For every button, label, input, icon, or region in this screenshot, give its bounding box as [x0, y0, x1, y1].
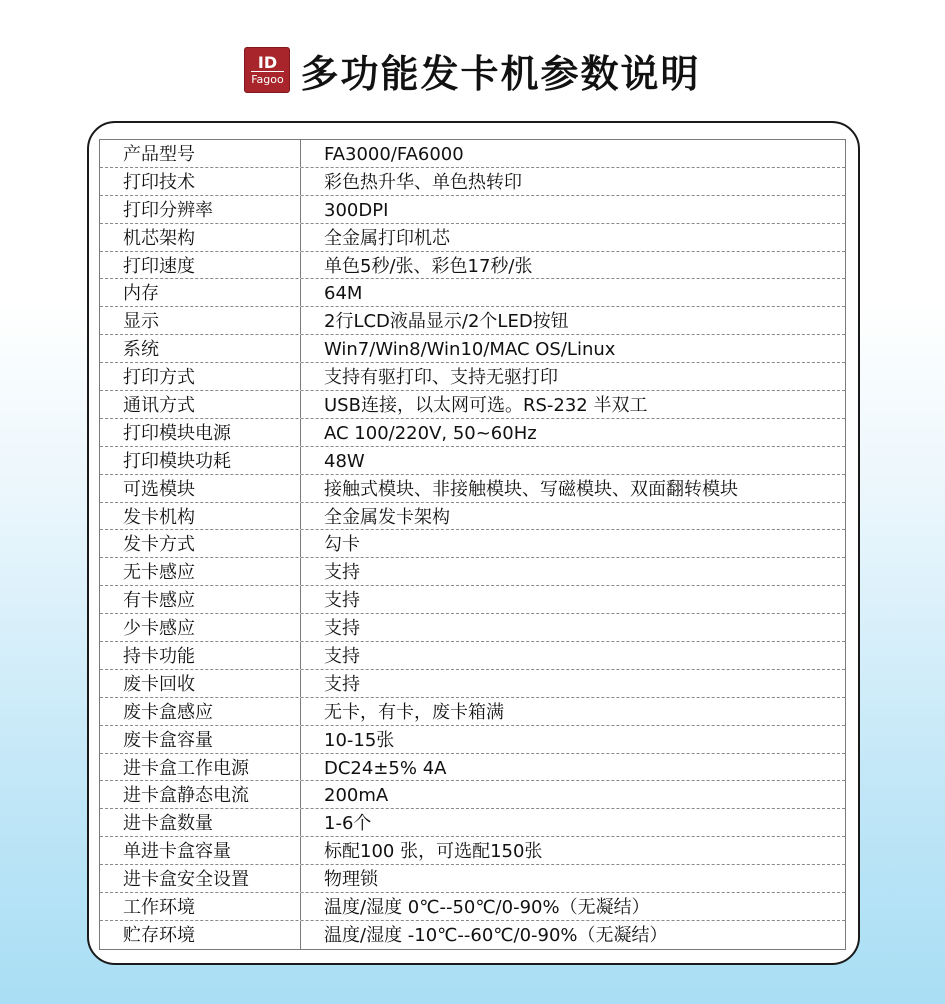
spec-value: 200mA — [324, 785, 389, 807]
spec-row — [100, 558, 845, 586]
spec-row — [100, 307, 845, 335]
spec-value: 标配100 张，可选配150张 — [324, 841, 543, 863]
spec-value: 无卡，有卡，废卡箱满 — [324, 701, 504, 723]
spec-row — [100, 670, 845, 698]
spec-row — [100, 447, 845, 475]
spec-label: 发卡机构 — [100, 503, 301, 530]
spec-label: 产品型号 — [100, 140, 301, 167]
spec-label: 打印模块功耗 — [100, 447, 301, 474]
logo-brand-text: Fagoo — [251, 72, 284, 86]
spec-label: 显示 — [100, 307, 301, 334]
spec-value: 48W — [324, 450, 365, 472]
spec-row — [100, 168, 845, 196]
spec-value: 全金属打印机芯 — [324, 227, 450, 249]
spec-row — [100, 391, 845, 419]
spec-label: 打印速度 — [100, 252, 301, 279]
spec-value: 支持 — [324, 646, 360, 668]
spec-row — [100, 726, 845, 754]
spec-row — [100, 363, 845, 391]
spec-label: 通讯方式 — [100, 391, 301, 418]
spec-row — [100, 335, 845, 363]
spec-label: 工作环境 — [100, 893, 301, 920]
spec-label: 发卡方式 — [100, 530, 301, 557]
spec-label: 打印方式 — [100, 363, 301, 390]
spec-row — [100, 893, 845, 921]
spec-row — [100, 279, 845, 307]
spec-row — [100, 586, 845, 614]
spec-label: 有卡感应 — [100, 586, 301, 613]
spec-value: 勾卡 — [324, 534, 360, 556]
spec-row — [100, 140, 845, 168]
spec-row — [100, 530, 845, 558]
spec-value: 单色5秒/张、彩色17秒/张 — [324, 255, 533, 277]
spec-value: 10-15张 — [324, 729, 395, 751]
spec-value: AC 100/220V, 50~60Hz — [324, 422, 537, 444]
spec-value: DC24±5% 4A — [324, 757, 447, 779]
spec-label: 打印模块电源 — [100, 419, 301, 446]
spec-label: 废卡盒感应 — [100, 698, 301, 725]
spec-value: 64M — [324, 283, 363, 305]
spec-value: 1-6个 — [324, 813, 372, 835]
spec-row — [100, 419, 845, 447]
spec-label: 废卡盒容量 — [100, 726, 301, 753]
logo-id-text: ID — [257, 52, 278, 72]
spec-row — [100, 781, 845, 809]
spec-label: 系统 — [100, 335, 301, 362]
spec-label: 可选模块 — [100, 475, 301, 502]
spec-row — [100, 865, 845, 893]
spec-label: 持卡功能 — [100, 642, 301, 669]
spec-value: 温度/湿度 -10℃--60℃/0-90%（无凝结） — [324, 924, 668, 946]
spec-row — [100, 921, 845, 949]
spec-value: 支持 — [324, 618, 360, 640]
spec-value: 彩色热升华、单色热转印 — [324, 171, 522, 193]
spec-value: 支持有驱打印、支持无驱打印 — [324, 367, 558, 389]
page-title: 多功能发卡机参数说明 — [300, 51, 701, 96]
spec-row — [100, 698, 845, 726]
spec-label: 进卡盒工作电源 — [100, 754, 301, 781]
spec-row — [100, 503, 845, 531]
spec-value: 全金属发卡架构 — [324, 506, 450, 528]
spec-value: 支持 — [324, 562, 360, 584]
fagoo-logo — [244, 47, 290, 93]
spec-label: 内存 — [100, 279, 301, 306]
spec-row — [100, 642, 845, 670]
spec-row — [100, 196, 845, 224]
spec-label: 单进卡盒容量 — [100, 837, 301, 864]
spec-value: USB连接，以太网可选。RS-232 半双工 — [324, 395, 648, 417]
spec-value: 300DPI — [324, 199, 389, 221]
spec-value: 接触式模块、非接触模块、写磁模块、双面翻转模块 — [324, 478, 738, 500]
spec-value: 支持 — [324, 673, 360, 695]
spec-row — [100, 754, 845, 782]
spec-label: 废卡回收 — [100, 670, 301, 697]
spec-value: Win7/Win8/Win10/MAC OS/Linux — [324, 339, 616, 361]
spec-table — [99, 139, 846, 950]
spec-value: 支持 — [324, 590, 360, 612]
spec-label: 无卡感应 — [100, 558, 301, 585]
spec-row — [100, 837, 845, 865]
spec-value: 物理锁 — [324, 869, 378, 891]
spec-value: 2行LCD液晶显示/2个LED按钮 — [324, 311, 569, 333]
spec-label: 进卡盒数量 — [100, 809, 301, 836]
spec-label: 少卡感应 — [100, 614, 301, 641]
spec-row — [100, 252, 845, 280]
spec-label: 打印分辨率 — [100, 196, 301, 223]
spec-row — [100, 224, 845, 252]
spec-row — [100, 475, 845, 503]
page-header — [0, 44, 945, 96]
spec-label: 进卡盒安全设置 — [100, 865, 301, 892]
spec-label: 打印技术 — [100, 168, 301, 195]
spec-value: 温度/湿度 0℃--50℃/0-90%（无凝结） — [324, 897, 650, 919]
spec-label: 贮存环境 — [100, 921, 301, 949]
spec-label: 进卡盒静态电流 — [100, 781, 301, 808]
spec-row — [100, 809, 845, 837]
spec-row — [100, 614, 845, 642]
spec-value: FA3000/FA6000 — [324, 144, 464, 165]
spec-label: 机芯架构 — [100, 224, 301, 251]
